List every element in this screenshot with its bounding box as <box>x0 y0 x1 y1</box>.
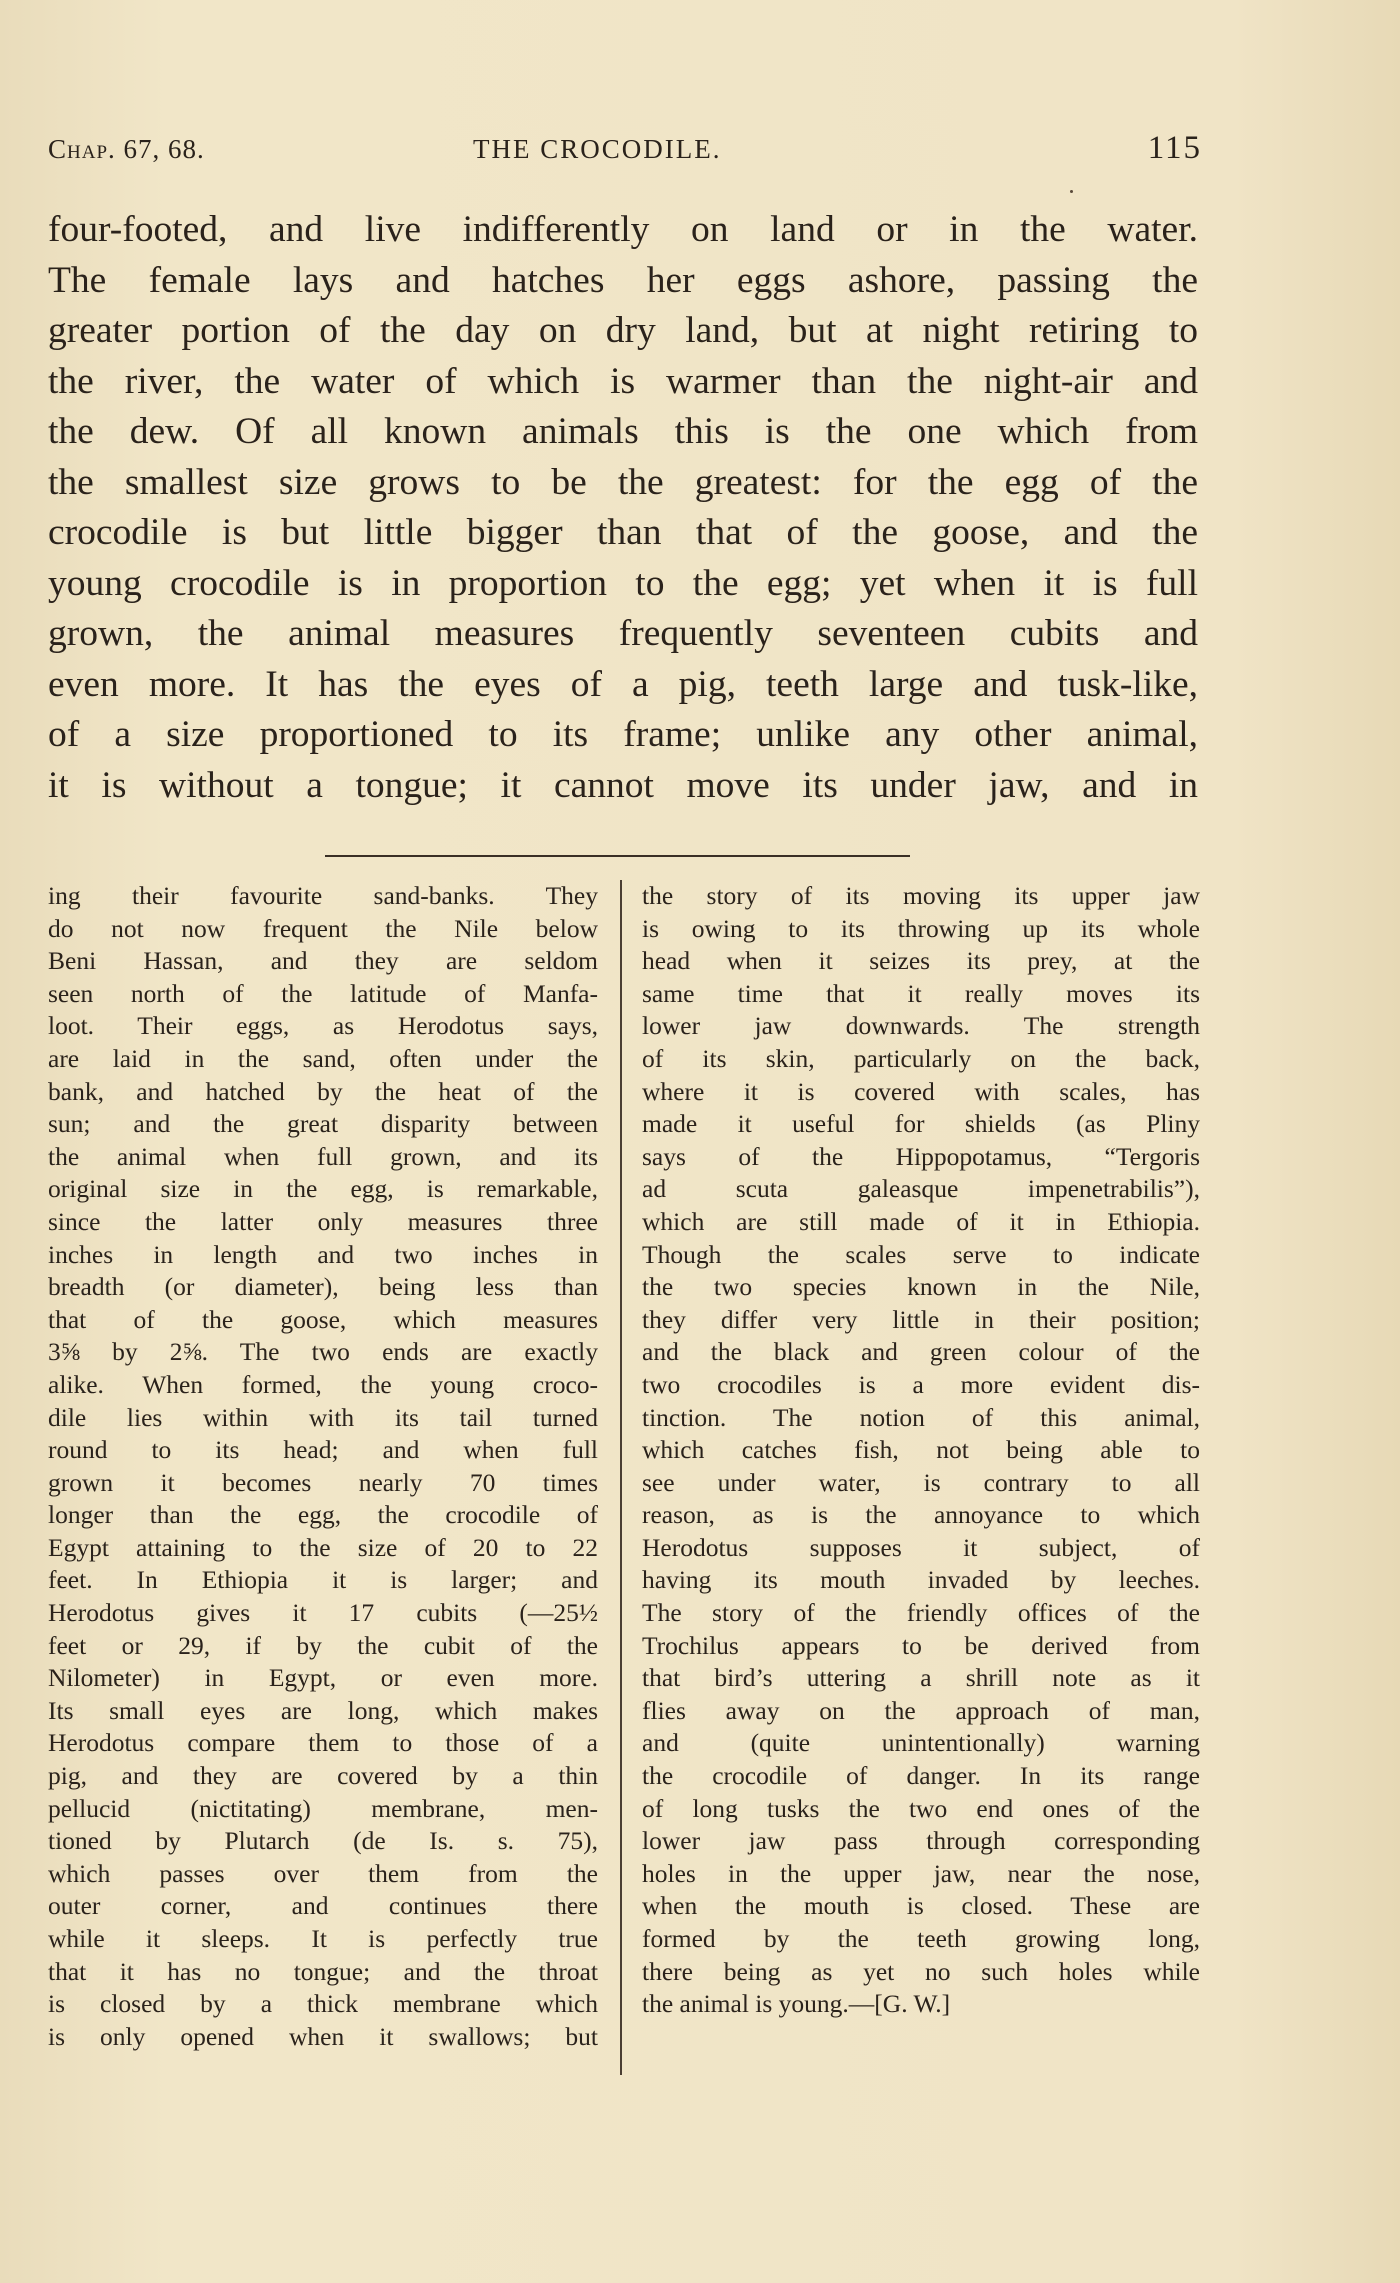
footnote-line: holes in the upper jaw, near the nose, <box>642 1858 1200 1888</box>
page-number: 115 <box>1147 130 1202 166</box>
footnote-line: sun; and the great disparity between <box>48 1109 598 1139</box>
footnote-line: and (quite unintentionally) warning <box>642 1728 1200 1758</box>
footnote-line: do not now frequent the Nile below <box>48 913 598 943</box>
footnote-line: Nilometer) in Egypt, or even more. <box>48 1663 598 1693</box>
footnote-line: that of the goose, which measures <box>48 1304 598 1334</box>
footnote-line: loot. Their eggs, as Herodotus says, <box>48 1011 598 1041</box>
footnote-line: Its small eyes are long, which makes <box>48 1695 598 1725</box>
footnote-line: Herodotus supposes it subject, of <box>642 1532 1200 1562</box>
footnote-line: Though the scales serve to indicate <box>642 1239 1200 1269</box>
footnote-line: which are still made of it in Ethiopia. <box>642 1206 1200 1236</box>
footnote-line: are laid in the sand, often under the <box>48 1043 598 1073</box>
footnote-line: the animal when full grown, and its <box>48 1141 598 1171</box>
footnote-separator-rule <box>325 855 910 857</box>
body-line: the dew. Of all known animals this is the one which from <box>48 411 1198 452</box>
footnote-line: head when it seizes its prey, at the <box>642 946 1200 976</box>
footnote-line: where it is covered with scales, has <box>642 1076 1200 1106</box>
footnote-line: made it useful for shields (as Pliny <box>642 1109 1200 1139</box>
footnote-line: pig, and they are covered by a thin <box>48 1761 598 1791</box>
footnote-line: two crocodiles is a more evident dis- <box>642 1369 1200 1399</box>
chapter-reference: Chap. 67, 68. <box>48 134 205 164</box>
body-line: crocodile is but little bigger than that of the goose, and the <box>48 512 1198 553</box>
footnote-line: and the black and green colour of the <box>642 1337 1200 1367</box>
footnote-line: pellucid (nictitating) membrane, men- <box>48 1793 598 1823</box>
footnote-line: Herodotus gives it 17 cubits (—25½ <box>48 1598 598 1628</box>
footnote-line: while it sleeps. It is perfectly true <box>48 1924 598 1953</box>
footnote-line: the crocodile of danger. In its range <box>642 1761 1200 1791</box>
footnote-line: tioned by Plutarch (de Is. s. 75), <box>48 1826 598 1856</box>
footnote-line: feet. In Ethiopia it is larger; and <box>48 1565 598 1595</box>
footnote-line: feet or 29, if by the cubit of the <box>48 1630 598 1660</box>
footnote-line: which passes over them from the <box>48 1858 598 1888</box>
body-line: of a size proportioned to its frame; unlike any other animal, <box>48 714 1198 755</box>
column-divider <box>620 880 622 2075</box>
footnote-line: ad scuta galeasque impenetrabilis”), <box>642 1174 1200 1204</box>
body-line: The female lays and hatches her eggs ashore, passing the <box>48 259 1198 301</box>
footnote-line: is only opened when it swallows; but <box>48 2021 598 2051</box>
footnote-line: alike. When formed, the young croco- <box>48 1369 598 1399</box>
footnote-line: having its mouth invaded by leeches. <box>642 1565 1200 1595</box>
body-line: greater portion of the day on dry land, but at night retiring to <box>48 310 1198 351</box>
body-line: the river, the water of which is warmer than the night-air and <box>48 360 1198 402</box>
footnote-line: ing their favourite sand-banks. They <box>48 881 598 910</box>
footnote-line: tinction. The notion of this animal, <box>642 1402 1200 1432</box>
body-line: even more. It has the eyes of a pig, teeth large and tusk-like, <box>48 663 1198 705</box>
footnote-line: which catches fish, not being able to <box>642 1435 1200 1465</box>
footnote-line: reason, as is the annoyance to which <box>642 1500 1200 1530</box>
footnote-line: Herodotus compare them to those of a <box>48 1728 598 1758</box>
footnote-line: Trochilus appears to be derived from <box>642 1630 1200 1660</box>
footnote-line: they differ very little in their position; <box>642 1304 1200 1334</box>
footnote-line: that it has no tongue; and the throat <box>48 1956 598 1986</box>
footnote-column-right <box>642 880 1200 2021</box>
body-line: the smallest size grows to be the greatest: for the egg of the <box>48 461 1198 503</box>
footnote-line: the two species known in the Nile, <box>642 1272 1200 1302</box>
footnotes <box>48 880 1200 2075</box>
footnote-column-left <box>48 880 598 2053</box>
footnote-line: see under water, is contrary to all <box>642 1467 1200 1497</box>
footnote-line: is owing to its throwing up its whole <box>642 913 1200 943</box>
footnote-line: The story of the friendly offices of the <box>642 1598 1200 1628</box>
page-title: THE CROCODILE. <box>473 134 722 164</box>
footnote-line: is closed by a thick membrane which <box>48 1989 598 2019</box>
footnote-line: outer corner, and continues there <box>48 1891 598 1921</box>
footnote-line: that bird’s uttering a shrill note as it <box>642 1663 1200 1693</box>
body-line: four-footed, and live indifferently on land or in the water. <box>48 209 1198 250</box>
footnote-line: bank, and hatched by the heat of the <box>48 1076 598 1106</box>
footnote-line: same time that it really moves its <box>642 978 1200 1008</box>
footnote-line: longer than the egg, the crocodile of <box>48 1500 598 1530</box>
footnote-line: round to its head; and when full <box>48 1435 598 1465</box>
footnote-line: grown it becomes nearly 70 times <box>48 1467 598 1497</box>
footnote-line: Egypt attaining to the size of 20 to 22 <box>48 1532 598 1562</box>
footnote-line: dile lies within with its tail turned <box>48 1402 598 1432</box>
footnote-line: Beni Hassan, and they are seldom <box>48 946 598 976</box>
footnote-line: breadth (or diameter), being less than <box>48 1272 598 1302</box>
footnote-line: since the latter only measures three <box>48 1206 598 1236</box>
footnote-line: the animal is young.—[G. W.] <box>642 1989 951 2019</box>
footnote-line: 3⅝ by 2⅝. The two ends are exactly <box>48 1337 598 1367</box>
footnote-line: of long tusks the two end ones of the <box>642 1793 1200 1823</box>
footnote-line: lower jaw downwards. The strength <box>642 1011 1200 1041</box>
footnote-line: says of the Hippopotamus, “Tergoris <box>642 1141 1200 1171</box>
footnote-line: original size in the egg, is remarkable, <box>48 1174 598 1204</box>
footnote-line: when the mouth is closed. These are <box>642 1891 1200 1921</box>
footnote-line: flies away on the approach of man, <box>642 1695 1200 1725</box>
footnote-line: lower jaw pass through corresponding <box>642 1826 1200 1856</box>
body-line: grown, the animal measures frequently seventeen cubits and <box>48 613 1198 654</box>
footnote-line: inches in length and two inches in <box>48 1239 598 1269</box>
footnote-line: of its skin, particularly on the back, <box>642 1043 1200 1073</box>
main-body-text <box>48 205 1198 811</box>
footnote-line: there being as yet no such holes while <box>642 1956 1200 1986</box>
body-line: young crocodile is in proportion to the egg; yet when it is full <box>48 562 1198 604</box>
footnote-line: formed by the teeth growing long, <box>642 1924 1200 1953</box>
body-line: it is without a tongue; it cannot move its under jaw, and in <box>48 764 1198 806</box>
running-header <box>48 130 1202 180</box>
footnote-line: seen north of the latitude of Manfa- <box>48 978 598 1008</box>
footnote-line: the story of its moving its upper jaw <box>642 881 1200 910</box>
ink-speck <box>1070 190 1073 193</box>
